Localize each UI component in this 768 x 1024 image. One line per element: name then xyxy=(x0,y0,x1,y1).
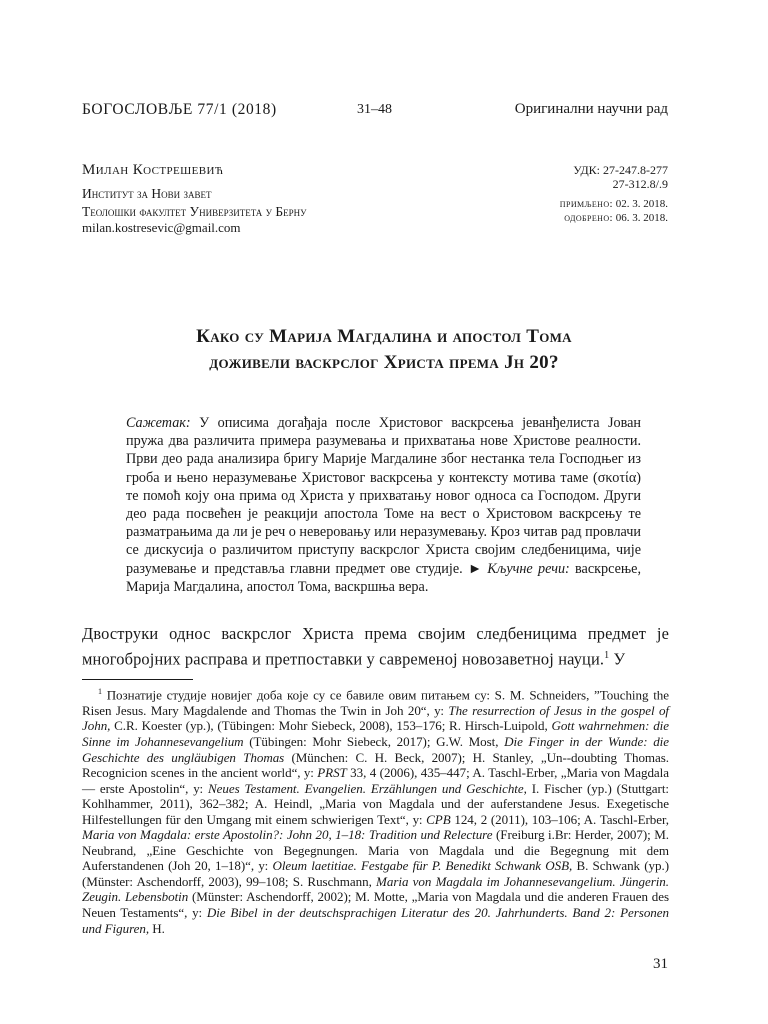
footnote-text: (München: C. H. Beck, 2007); H. Stanley, „Un--doubting Thomas. Recognicion scenes in the ancient world“, у: xyxy=(82,749,669,781)
footnote-divider xyxy=(82,679,193,680)
keywords-label: Кључне речи: xyxy=(487,560,570,577)
footnote-text: B. Schwank (ур.) (Münster: Aschendorff, 2003), 99–108; S. Ruschmann, xyxy=(82,858,669,889)
footnote-source-title: The resurrection of Jesus in the gospel of John, xyxy=(82,702,669,734)
footnote-1 xyxy=(82,684,669,936)
abstract xyxy=(126,414,641,596)
footnote-text: Познатије студије новијег доба које су се бавиле овим питањем су: S. M. Schneiders, ”Touching the Risen Jesus. Mary Magdalende and Thomas the Twin in Joh 20“, у: xyxy=(82,687,669,718)
footnote-text: (Münster: Aschendorff, 2002); M. Motte, „Maria von Magdala und die anderen Frauen des Neuen Testaments“, у: xyxy=(82,889,669,920)
approved-date-line xyxy=(560,211,668,225)
received-label: примљено: xyxy=(559,198,613,210)
footnote-text: H. xyxy=(149,920,165,936)
footnote-text: 33, 4 (2006), 435–447; A. Taschl-Erber, „Maria von Magdala — erste Apostolin“, у: xyxy=(82,765,669,796)
footnote-source-title: Maria von Magdala: erste Apostolin?: John 20, 1–18: Tradition und Relecture xyxy=(82,827,493,843)
footnote-text: (Tübingen: Mohr Siebeck, 2017); G.W. Most, xyxy=(243,733,505,749)
body-paragraph xyxy=(82,623,669,670)
article-title-line-2: доживели васкрслог Христа према Јн 20? xyxy=(209,352,559,373)
dates-block xyxy=(560,197,668,225)
page-range: 31–48 xyxy=(357,102,392,117)
approved-date: 06. 3. 2018. xyxy=(615,212,668,224)
affiliation-faculty: Теолошки факултет Универзитета у Берну xyxy=(82,204,307,219)
abstract-label: Сажетак: xyxy=(126,415,191,431)
udk-line-2: 27-312.8/.9 xyxy=(612,177,668,191)
footnote-source-title: PRST xyxy=(317,765,347,781)
author-email[interactable]: milan.kostresevic@gmail.com xyxy=(82,220,241,235)
footnote-text: (Freiburg i.Br: Herder, 2007); M. Neubrand, „Eine Geschichte von Begegnungen. Maria von Magdala und die Begegnung mit dem Auferstandenen (Joh 20, 1–18)“, у: xyxy=(82,827,669,874)
footnote-source-title: Neues Testament. Evangelien. Erzählungen und Geschichte, xyxy=(208,780,527,796)
abstract-text: У описима догађаја после Христовог васкрсења јеванђелиста Јован пружа два различита примера разумевања и прихватања нове Христове реалности. Први део рада анализира бригу Марије Магдалине због нестанка тела Господњег из гроба и њено неразумевање Христовог васкрсења у контексту мотива таме (σκοτία) те помоћ коју она прима од Христа у прихватању новог односа са Господом. Други део рада посвећен је реакцији апостола Томе на вест о Христовом васкрсењу те разматрањима да ли је реч о неверовању или неразумевању. Кроз читав рад провлачи се дискусија о различитом приступу васкрслог Христа својим следбеницима, чије разумевање и представља главни предмет ове студије. xyxy=(126,415,641,577)
footnote-number: 1 xyxy=(98,687,102,696)
keywords-marker: ► xyxy=(467,560,482,577)
footnote-text: C.R. Koester (ур.), (Tübingen: Mohr Siebeck, 2008), 153–176; R. Hirsch-Luipold, xyxy=(110,718,552,734)
udk-line-1: УДК: 27-247.8-277 xyxy=(573,163,668,177)
footnote-source-title: Die Finger in der Wunde: die Geschichte des ungläubigen Thomas xyxy=(82,733,670,765)
page-number: 31 xyxy=(653,956,668,972)
journal-title: БОГОСЛОВЉЕ 77/1 (2018) xyxy=(82,101,277,118)
footnote-source-title: Maria von Magdala im Johannesevangelium. Jüngerin. Zeugin. Lebensbotin xyxy=(82,873,669,905)
approved-label: одобрено: xyxy=(564,212,613,224)
affiliation-institute: Институт за Нови завет xyxy=(82,186,212,201)
footnote-source-title: Gott wahrnehmen: die Sinne im Johannesevangelium xyxy=(82,718,670,749)
footnote-source-title: Die Bibel in der deutschsprachigen Literatur des 20. Jahrhunderts. Band 2: Personen und Figuren, xyxy=(82,905,669,936)
received-date-line xyxy=(560,197,668,211)
author-name: Милан Кострешевић xyxy=(82,162,224,178)
footnote-source-title: CPB xyxy=(426,811,451,827)
received-date: 02. 3. 2018. xyxy=(615,198,668,210)
article-title-line-1: Како су Марија Магдалина и апостол Тома xyxy=(196,326,572,347)
footnote-text: 124, 2 (2011), 103–106; A. Taschl-Erber, xyxy=(450,811,669,827)
keywords-text: васкрсење, Марија Магдалина, апостол Тома, васкршња вера. xyxy=(126,560,642,595)
udk-block xyxy=(573,163,668,191)
footnote-text: I. Fischer (ур.) (Stuttgart: Kohlhammer, 2011), 362–382; A. Heindl, „Maria von Magdala und der auferstandene Jesus. Exegetische Hilfestellungen für den Umgang mit einem schwierigen Text“, у: xyxy=(82,780,669,827)
body-text-tail: У xyxy=(609,649,626,669)
article-type: Оригинални научни рад xyxy=(514,101,668,117)
footnote-source-title: Oleum laetitiae. Festgabe für P. Benedikt Schwank OSB, xyxy=(272,858,573,874)
footnote-reference[interactable]: 1 xyxy=(604,649,610,661)
body-text: Двоструки однос васкрслог Христа према својим следбеницима предмет је многобројних расправа и претпоставки у савременој новозаветној науци. xyxy=(82,624,669,669)
